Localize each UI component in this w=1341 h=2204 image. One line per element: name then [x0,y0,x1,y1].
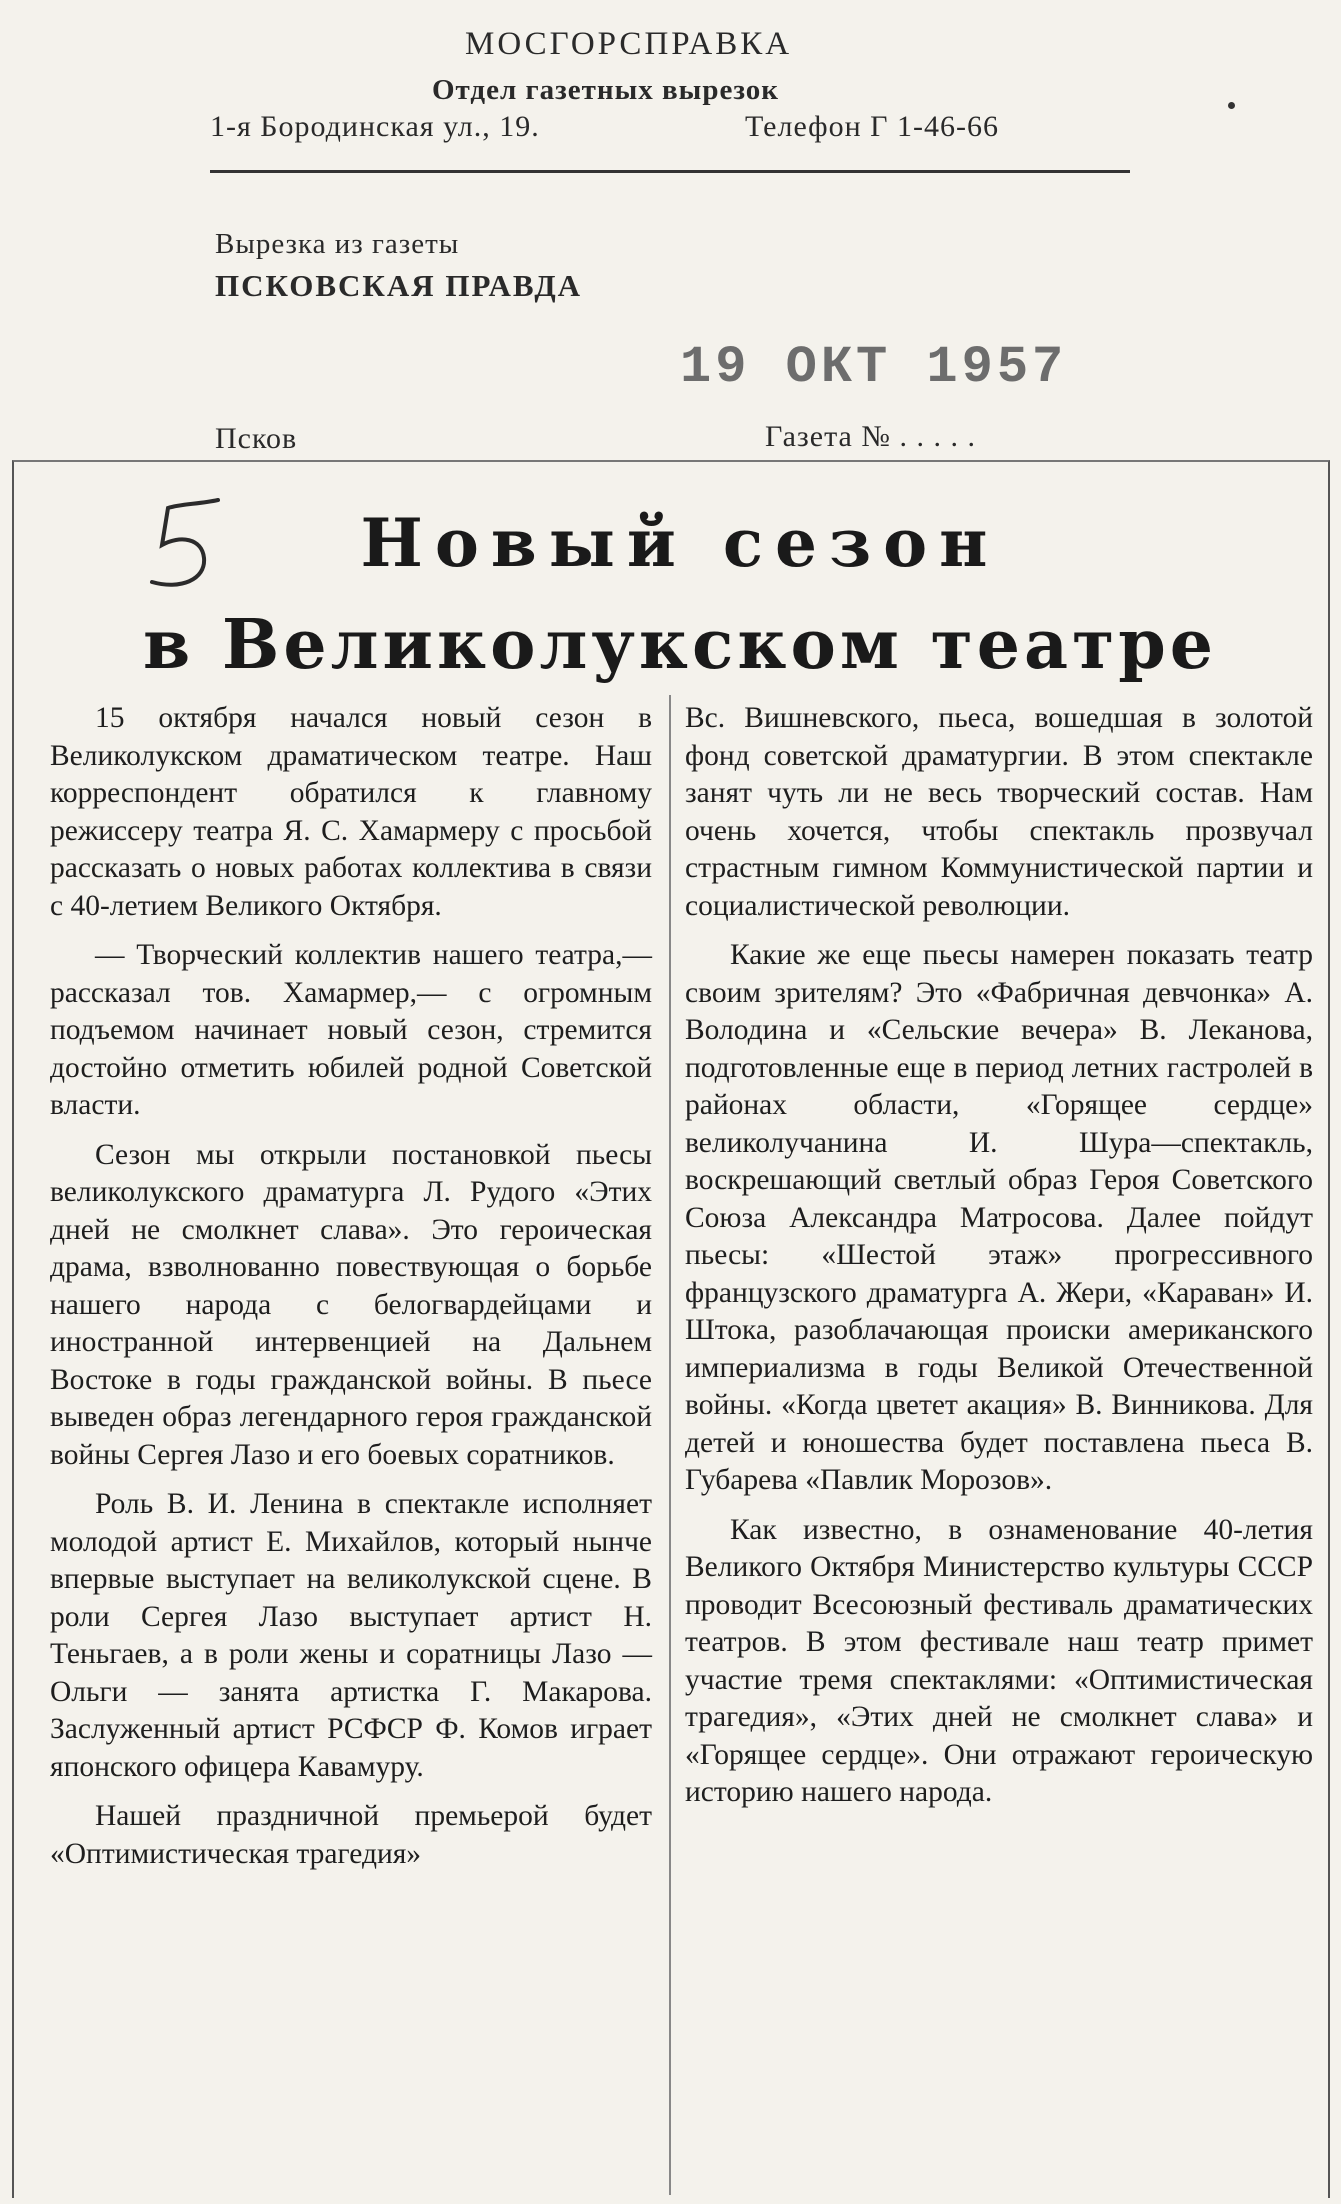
article-column-left [50,700,652,1885]
article-paragraph: Вс. Вишневского, пьеса, вошедшая в золотой фонд советской драматургии. В этом спектакле занят чуть ли не весь творческий состав. Нам очень хочется, чтобы спектакль прозвучал страстным гимном Коммунистической партии и социалистической революции. [685,702,1313,922]
ink-dot [1228,102,1235,109]
agency-name: МОСГОРСПРАВКА [465,26,793,62]
article-paragraph: Роль В. И. Ленина в спектакле исполняет молодой артист Е. Михайлов, который нынче впервые выступает на великолукской сцене. В роли Сергея Лазо выступает артист Н. Теньгаев, а в роли жены и соратницы Лазо — Ольги — занята артистка Г. Макарова. Заслуженный артист РСФСР Ф. Комов играет японского офицера Кавамуру. [50,1488,652,1783]
clipping-service-header [0,0,1341,460]
date-stamp: 19 ОКТ 1957 [680,338,1068,397]
column-divider [669,695,671,2195]
agency-address: 1-я Бородинская ул., 19. [210,110,540,143]
article-paragraph: 15 октября начался новый сезон в Великолукском драматическом театре. Наш корреспондент обратился к главному режиссеру театра Я. С. Хамармеру с просьбой рассказать о новых работах коллектива в связи с 40-летием Великого Октября. [50,702,652,922]
agency-phone: Телефон Г 1-46-66 [745,110,999,143]
newspaper-name: ПСКОВСКАЯ ПРАВДА [215,268,583,303]
article-paragraph: — Творческий коллектив нашего театра,—рассказал тов. Хамармер,— с огромным подъемом начинает новый сезон, стремится достойно отметить юбилей родной Советской власти. [50,939,652,1121]
article-column-right [685,700,1313,1824]
article-paragraph: Какие же еще пьесы намерен показать театр своим зрителям? Это «Фабричная девчонка» А. Володина и «Сельские вечера» В. Леканова, подготовленные еще в период летних гастролей в районах области, «Горящее сердце» великолучанина И. Шура—спектакль, воскрешающий светлый образ Героя Советского Союза Александра Матросова. Далее пойдут пьесы: «Шестой этаж» прогрессивного французского драматурга А. Жери, «Караван» И. Штока, разоблачающая происки американского империализма в годы Великой Отечественной войны. «Когда цветет акация» В. Винникова. Для детей и юношества будет поставлена пьеса В. Губарева «Павлик Морозов». [685,939,1313,1496]
article-paragraph: Как известно, в ознаменование 40-летия Великого Октября Министерство культуры СССР проводит Всесоюзный фестиваль драматических театров. В этом фестивале наш театр примет участие тремя спектаклями: «Оптимистическая трагедия», «Этих дней не смолкнет слава» и «Горящее сердце». Они отражают героическую историю нашего народа. [685,1513,1313,1808]
header-rule [210,170,1130,173]
article-title-line-1: Новый сезон [360,504,1000,582]
article-title-line-2: в Великолукском театре [142,605,1218,685]
city-label: Псков [215,422,298,455]
department-name: Отдел газетных вырезок [432,74,780,106]
article-paragraph: Нашей праздничной премьерой будет «Оптимистическая трагедия» [50,1800,652,1870]
clipping-from-label: Вырезка из газеты [215,228,460,260]
article-paragraph: Сезон мы открыли постановкой пьесы великолукского драматурга Л. Рудого «Этих дней не смолкнет слава». Это героическая драма, взволнованно повествующая о борьбе нашего народа с белогвардейцами и иностранной интервенцией на Дальнем Востоке в годы гражданской войны. В пьесе выведен образ легендарного героя гражданской войны Сергея Лазо и его боевых соратников. [50,1138,652,1471]
issue-number-label: Газета № . . . . . [765,420,976,453]
